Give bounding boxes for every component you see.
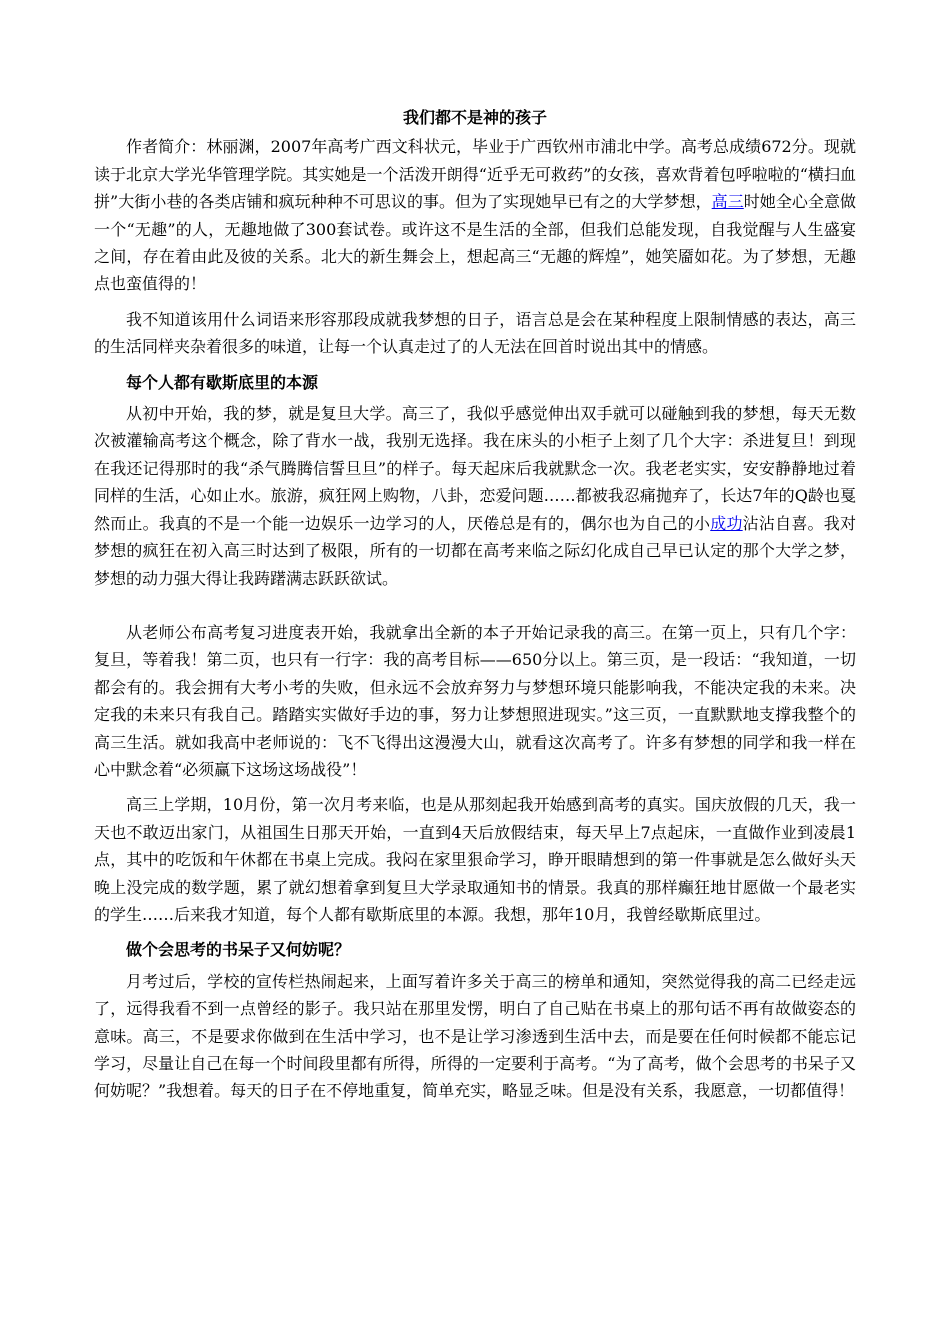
blank-line xyxy=(94,592,856,619)
intro-text-2: 时她全心全意做一个“无趣”的人，无趣地做了300套试卷。或许这不是生活的全部，但我们总能发现，自我觉醒与人生盛宴之间，存在着由此及彼的关系。北大的新生舞会上，想起高三“无趣的辉煌”，她笑靥如花。为了梦想，无趣点也蛮值得的！ xyxy=(94,192,856,294)
para3-text-2: 沾沾自喜。我对梦想的疯狂在初入高三时达到了极限，所有的一切都在高考来临之际幻化成自己早已认定的那个大学之梦，梦想的动力强大得让我踌躇满志跃跃欲试。 xyxy=(94,513,856,588)
para3-text-1: 从初中开始，我的梦，就是复旦大学。高三了，我似乎感觉伸出双手就可以碰触到我的梦想，每天无数次被灌输高考这个概念，除了背水一战，我别无选择。我在床头的小柜子上刻了几个大字：杀进复旦！到现在我还记得那时的我“杀气腾腾信誓旦旦”的样子。每天起床后我就默念一次。我老老实实，安安静静地过着同样的生活，心如止水。旅游，疯狂网上购物，八卦，恋爱问题……都被我忍痛抛弃了，长达7年的Q龄也戛然而止。我真的不是一个能一边娱乐一边学习的人，厌倦总是有的，偶尔也为自己的小 xyxy=(94,404,856,533)
link-chenggong[interactable]: 成功 xyxy=(710,513,743,533)
author-intro-paragraph xyxy=(94,133,856,297)
paragraph-3 xyxy=(94,400,856,592)
paragraph-6: 月考过后，学校的宣传栏热闹起来，上面写着许多关于高三的榜单和通知，突然觉得我的高二已经走远了，远得我看不到一点曾经的影子。我只站在那里发愣，明白了自己贴在书桌上的那句话不再有故做姿态的意味。高三，不是要求你做到在生活中学习，也不是让学习渗透到生活中去，而是要在任何时候都不能忘记学习，尽量让自己在每一个时间段里都有所得，所得的一定要利于高考。“为了高考，做个会思考的书呆子又何妨呢？”我想着。每天的日子在不停地重复，简单充实，略显乏味。但是没有关系，我愿意，一切都值得！ xyxy=(94,971,856,1101)
section-heading-2: 做个会思考的书呆子又何妨呢？ xyxy=(126,940,351,960)
section-heading-1: 每个人都有歇斯底里的本源 xyxy=(126,372,319,392)
paragraph-5: 高三上学期，10月份，第一次月考来临，也是从那刻起我开始感到高考的真实。国庆放假的几天，我一天也不敢迈出家门，从祖国生日那天开始，一直到4天后放假结束，每天早上7点起床，一直做作业到凌晨1点，其中的吃饭和午休都在书桌上完成。我闷在家里狠命学习，睁开眼睛想到的第一件事就是怎么做好头天晚上没完成的数学题，累了就幻想着拿到复旦大学录取通知书的情景。我真的那样癫狂地甘愿做一个最老实的学生……后来我才知道，每个人都有歇斯底里的本源。我想，那年10月，我曾经歇斯底里过。 xyxy=(94,795,856,924)
document-page xyxy=(94,104,856,1105)
article-title: 我们都不是神的孩子 xyxy=(402,108,547,127)
link-gaosan[interactable]: 高三 xyxy=(711,192,744,212)
paragraph-2: 我不知道该用什么词语来形容那段成就我梦想的日子，语言总是会在某种程度上限制情感的表达，高三的生活同样夹杂着很多的味道，让每一个认真走过了的人无法在回首时说出其中的情感。 xyxy=(94,309,856,357)
intro-text-1: 作者简介：林丽渊，2007年高考广西文科状元，毕业于广西钦州市浦北中学。高考总成绩672分。现就读于北京大学光华管理学院。其实她是一个活泼开朗得“近乎无可救药”的女孩，喜欢背着包呼啦啦的“横扫血拼”大街小巷的各类店铺和疯玩种种不可思议的事。但为了实现她早已有之的大学梦想， xyxy=(94,137,856,212)
paragraph-4: 从老师公布高考复习进度表开始，我就拿出全新的本子开始记录我的高三。在第一页上，只有几个字：复旦，等着我！第二页，也只有一行字：我的高考目标——650分以上。第三页，是一段话：“我知道，一切都会有的。我会拥有大考小考的失败，但永远不会放弃努力与梦想环境只能影响我，不能决定我的未来。决定我的未来只有我自己。踏踏实实做好手边的事，努力让梦想照进现实。”这三页，一直默默地支撑我整个的高三生活。就如我高中老师说的：飞不飞得出这漫漫大山，就看这次高考了。许多有梦想的同学和我一样在心中默念着“必须赢下这场这场战役”！ xyxy=(94,622,856,779)
